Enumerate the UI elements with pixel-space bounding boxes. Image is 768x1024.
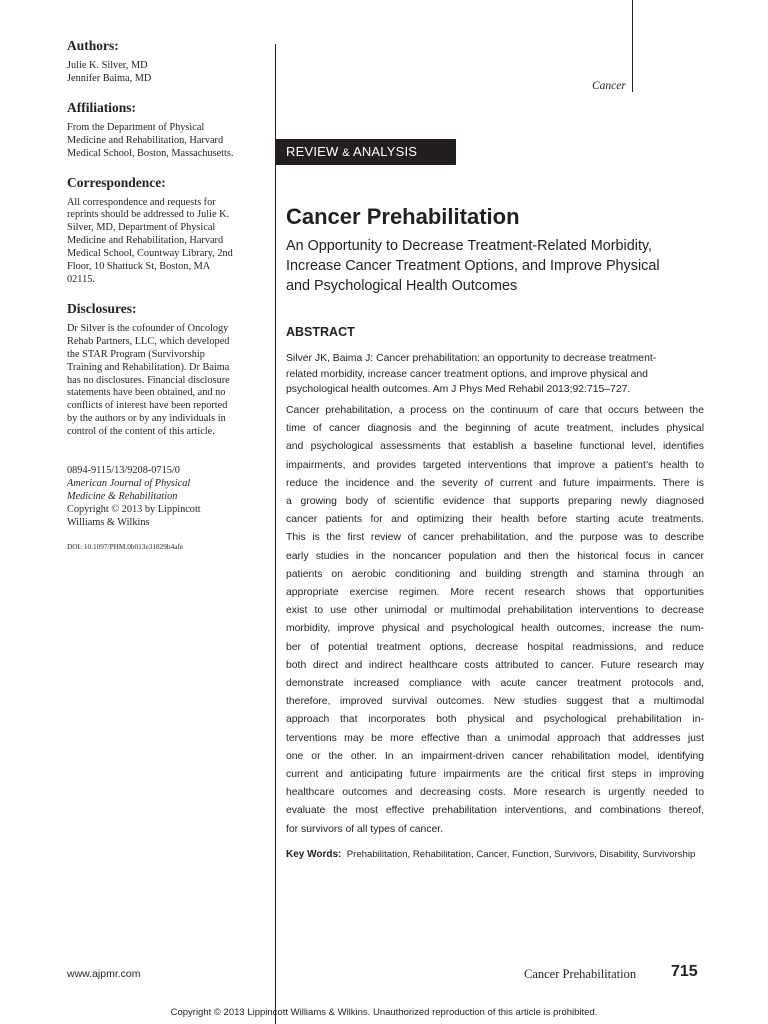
citation-line: Silver JK, Baima J: Cancer prehabilitation: an opportunity to decrease treatment- xyxy=(286,353,657,364)
journal-name: Medicine & Rehabilitation xyxy=(67,490,178,502)
abstract-line: and psychological assessments that establish a baseline functional level, identifies xyxy=(286,441,704,453)
abstract-line: both direct and indirect healthcare costs attributed to cancer. Future research may xyxy=(286,659,704,671)
disclosure-line: the STAR Program (Survivorship xyxy=(67,348,205,360)
author-name: Jennifer Baima, MD xyxy=(67,72,152,84)
affiliations-heading: Affiliations: xyxy=(67,99,136,115)
abstract-line: a growing body of scientific evidence that supports preparing newly diagnosed xyxy=(286,496,704,508)
copyright-notice: Copyright © 2013 by Lippincott xyxy=(67,503,201,515)
subtitle-line: and Psychological Health Outcomes xyxy=(286,278,518,294)
abstract-heading: ABSTRACT xyxy=(286,325,355,339)
page-number: 715 xyxy=(671,963,698,980)
authors-list xyxy=(67,60,267,86)
abstract-body xyxy=(286,402,704,839)
correspondence-line: reprints should be addressed to Julie K. xyxy=(67,209,230,221)
abstract-line: reduce the incidence and the severity of current and future impairments. There is xyxy=(286,477,704,489)
citation-line: related morbidity, increase cancer treatment options, and improve physical and xyxy=(286,368,648,380)
sidebar-metadata xyxy=(67,38,267,551)
correspondence-line: Medical School, Countway Library, 2nd xyxy=(67,248,233,260)
affiliation-line: Medical School, Boston, Massachusetts. xyxy=(67,147,234,159)
banner-word: ANALYSIS xyxy=(352,144,418,159)
copyright-footer: Copyright © 2013 Lippincott Williams & Wilkins. Unauthorized reproduction of this article is prohibited. xyxy=(170,1007,598,1018)
keywords-list: Prehabilitation, Rehabilitation, Cancer, Function, Survivors, Disability, Survivorship xyxy=(346,849,696,860)
subtitle-line: An Opportunity to Decrease Treatment-Related Morbidity, xyxy=(286,238,653,254)
disclosure-line: Dr Silver is the cofounder of Oncology xyxy=(67,322,229,334)
correspondence-line: Silver, MD, Department of Physical xyxy=(67,222,216,234)
abstract-line: terventions may be more effective than a unimodal approach that addresses just xyxy=(286,732,704,744)
abstract-line: Cancer prehabilitation, a process on the continuum of care that occurs between the xyxy=(286,405,704,416)
citation-line: psychological health outcomes. Am J Phys Med Rehabil 2013;92:715–727. xyxy=(286,384,631,395)
correspondence-line: All correspondence and requests for xyxy=(67,196,216,208)
abstract-line: therefore, improved survival outcomes. New studies suggest that a multimodal xyxy=(286,696,704,708)
abstract-line: impairments, and provides targeted interventions that improve a patient’s health to xyxy=(286,459,704,471)
banner-ampersand: & xyxy=(342,147,350,159)
author-name: Julie K. Silver, MD xyxy=(67,60,148,71)
abstract-line: approach that incorporates both physical and psychological prehabilitation in- xyxy=(286,714,704,726)
section-label: Cancer xyxy=(592,80,626,92)
abstract-line: evaluate the most effective prehabilitation interventions, and combinations thereof, xyxy=(286,805,704,817)
affiliation-line: From the Department of Physical xyxy=(67,121,205,133)
subtitle-line: Increase Cancer Treatment Options, and Improve Physical xyxy=(286,258,660,274)
disclosure-line: control of the content of this article. xyxy=(67,426,215,438)
abstract-line: demonstrate increased compliance with acute cancer treatment protocols and, xyxy=(286,678,704,690)
publication-info xyxy=(67,465,267,530)
header-divider-rule xyxy=(632,0,633,92)
abstract-line: This is the first review of cancer prehabilitation, and the purpose was to describe xyxy=(286,532,704,544)
journal-name: American Journal of Physical xyxy=(67,477,191,489)
issn: 0894-9115/13/9208-0715/0 xyxy=(67,465,180,477)
disclosure-line: by the authors or by any individuals in xyxy=(67,413,226,425)
correspondence-line: Medicine and Rehabilitation, Harvard xyxy=(67,235,224,247)
banner-word: REVIEW xyxy=(286,144,339,159)
disclosures-text xyxy=(67,323,267,439)
abstract-line: healthcare outcomes and decreasing costs. More research is urgently needed to xyxy=(286,787,704,799)
correspondence-text xyxy=(67,197,267,287)
abstract-line: cancer patients for and optimizing their health before starting acute treatments. xyxy=(286,514,704,526)
citation xyxy=(286,351,704,398)
copyright-notice: Williams & Wilkins xyxy=(67,516,150,528)
disclosure-line: Rehab Partners, LLC, which developed xyxy=(67,335,230,347)
disclosure-line: conflicts of interest have been reported xyxy=(67,400,228,412)
abstract-line: for survivors of all types of cancer. xyxy=(286,823,444,835)
running-title: Cancer Prehabilitation xyxy=(524,967,637,981)
correspondence-line: Floor, 10 Shattuck St, Boston, MA xyxy=(67,261,211,273)
doi: DOI: 10.1097/PHM.0b013e31829b4afe xyxy=(67,541,184,551)
correspondence-heading: Correspondence: xyxy=(67,174,166,190)
disclosure-line: has no disclosures. Financial disclosure xyxy=(67,374,230,386)
correspondence-line: 02115. xyxy=(67,273,95,285)
disclosure-line: Training and Rehabilitation). Dr Baima xyxy=(67,361,230,373)
column-divider-rule xyxy=(275,44,276,1024)
keywords xyxy=(286,847,704,863)
authors-heading: Authors: xyxy=(67,38,119,53)
abstract-line: ber of potential treatment options, decrease hospital readmissions, and reduce xyxy=(286,641,704,653)
disclosures-heading: Disclosures: xyxy=(67,300,137,316)
article-subtitle xyxy=(286,236,706,296)
abstract-line: one or the other. In an impairment-driven cancer rehabilitation model, identifying xyxy=(286,750,704,762)
affiliation-line: Medicine and Rehabilitation, Harvard xyxy=(67,134,224,146)
abstract-line: current and anticipating future impairments are the critical first steps in improving xyxy=(286,769,704,781)
abstract-line: early studies in the noncancer population and then the historical focus in cancer xyxy=(286,550,704,562)
abstract-line: morbidity, improve physical and psychological health outcomes, increase the num- xyxy=(286,623,704,635)
journal-url[interactable]: www.ajpmr.com xyxy=(67,968,141,980)
article-type-banner xyxy=(276,139,456,165)
abstract-line: patients on aerobic conditioning and building strength and stamina through an xyxy=(286,568,704,580)
affiliations-text xyxy=(67,122,267,161)
abstract-line: exist to use other unimodal or multimodal prehabilitation interventions to decrease xyxy=(286,605,704,617)
disclosure-line: statements have been obtained, and no xyxy=(67,387,226,399)
article-title: Cancer Prehabilitation xyxy=(286,204,520,229)
abstract-line: appropriate exercise regimen. More recent research shows that opportunities xyxy=(286,587,704,599)
abstract-line: time of cancer diagnosis and the beginning of acute treatment, includes physical xyxy=(286,423,704,435)
keywords-label: Key Words: xyxy=(286,849,342,860)
